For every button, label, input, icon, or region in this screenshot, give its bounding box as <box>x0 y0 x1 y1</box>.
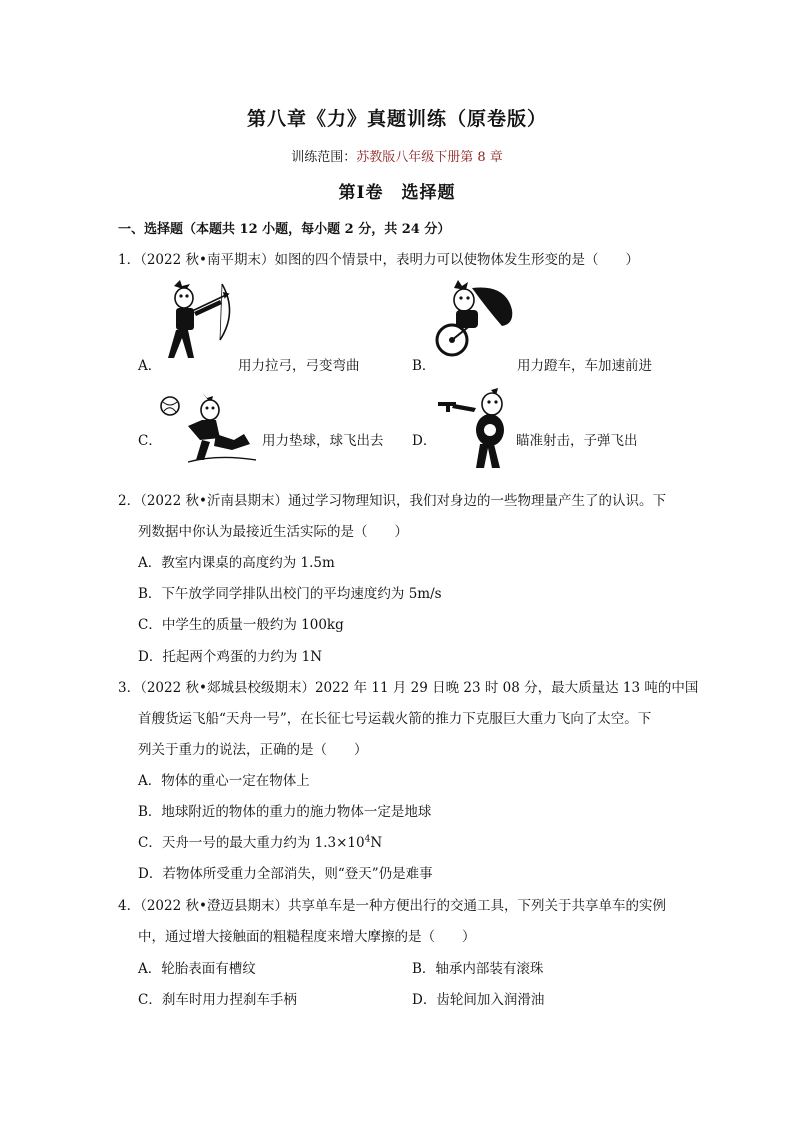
cyclist-icon <box>432 280 518 362</box>
range-label: 训练范围： <box>291 150 357 165</box>
option-letter: D． <box>412 992 437 1008</box>
option-text: 轮胎表面有槽纹 <box>161 961 256 977</box>
question-2-stem-line-2: 列数据中你认为最接近生活实际的是（ ） <box>138 524 408 540</box>
q2-option-c[interactable] <box>138 613 344 633</box>
option-text: 教室内课桌的高度约为 1.5m <box>161 555 335 571</box>
option-text: 地球附近的物体的重力的施力物体一定是地球 <box>161 804 432 820</box>
volume-heading: 第Ⅰ卷 选择题 <box>338 183 456 203</box>
question-3-stem-line-2: 首艘货运飞船“天舟一号”，在长征七号运载火箭的推力下克服巨大重力飞向了太空。下 <box>138 711 652 727</box>
q1-option-b-text: 用力蹬车，车加速前进 <box>517 358 652 374</box>
page-title: 第八章《力》真题训练（原卷版） <box>246 108 547 130</box>
option-letter: D． <box>412 433 437 449</box>
option-letter: C． <box>138 433 162 449</box>
option-text: 托起两个鸡蛋的力约为 1N <box>162 649 323 665</box>
q2-option-b[interactable] <box>138 582 442 602</box>
option-text: 天舟一号的最大重力约为 1.3×10 <box>161 835 365 851</box>
option-text: 若物体所受重力全部消失，则“登天”仍是难事 <box>162 866 433 882</box>
option-letter: A． <box>138 773 162 789</box>
option-text: 齿轮间加入润滑油 <box>436 992 545 1008</box>
option-letter: C． <box>138 617 162 633</box>
option-text: 下午放学同学排队出校门的平均速度约为 5m/s <box>161 586 442 602</box>
q3-option-a[interactable] <box>138 769 310 789</box>
q4-option-b[interactable] <box>412 957 543 977</box>
question-4-stem-line-2: 中，通过增大接触面的粗糙程度来增大摩擦的是（ ） <box>138 929 476 945</box>
option-letter: B． <box>138 804 162 820</box>
q2-option-d[interactable] <box>138 645 322 665</box>
unit: N <box>370 835 383 851</box>
q4-option-c[interactable] <box>138 988 297 1008</box>
range-value: 苏教版八年级下册第 8 章 <box>356 150 503 165</box>
section-heading: 一、选择题（本题共 12 小题，每小题 2 分，共 24 分） <box>118 222 451 237</box>
q1-option-b[interactable] <box>412 354 435 374</box>
q1-option-a-text: 用力拉弓，弓变弯曲 <box>238 358 360 374</box>
q4-option-a[interactable] <box>138 957 256 977</box>
question-2-stem-line-1: 2．（2022 秋•沂南县期末）通过学习物理知识，我们对身边的一些物理量产生了的认识。下 <box>118 493 666 509</box>
option-text: 中学生的质量一般约为 100kg <box>161 617 344 633</box>
question-3-stem-line-3: 列关于重力的说法，正确的是（ ） <box>138 742 368 758</box>
option-letter: B． <box>138 586 162 602</box>
option-text: 轴承内部装有滚珠 <box>435 961 544 977</box>
volleyball-icon <box>158 390 264 466</box>
q1-option-a[interactable] <box>138 354 161 374</box>
q3-option-c[interactable] <box>138 831 382 851</box>
option-letter: A． <box>138 555 162 571</box>
shooter-icon <box>436 382 516 470</box>
option-letter: B． <box>412 961 436 977</box>
q1-option-d-text: 瞄准射击，子弹飞出 <box>516 433 638 449</box>
option-text: 物体的重心一定在物体上 <box>161 773 310 789</box>
q1-option-c-text: 用力垫球，球飞出去 <box>262 433 384 449</box>
option-text: 刹车时用力捏刹车手柄 <box>161 992 297 1008</box>
archer-icon <box>160 280 240 362</box>
training-range <box>0 146 794 165</box>
option-letter: B． <box>412 358 436 374</box>
option-letter: C． <box>138 835 162 851</box>
question-3-stem-line-1: 3．（2022 秋•郯城县校级期末）2022 年 11 月 29 日晚 23 时 08 分，最大质量达 13 吨的中国 <box>118 680 699 696</box>
q1-option-c[interactable] <box>138 429 162 449</box>
option-letter: D． <box>138 649 163 665</box>
option-letter: D． <box>138 866 163 882</box>
q2-option-a[interactable] <box>138 551 335 571</box>
q4-option-d[interactable] <box>412 988 544 1008</box>
option-letter: A． <box>138 358 162 374</box>
q1-option-d[interactable] <box>412 429 436 449</box>
option-letter: C． <box>138 992 162 1008</box>
exponent: 4 <box>364 834 371 845</box>
question-4-stem-line-1: 4．（2022 秋•澄迈县期末）共享单车是一种方便出行的交通工具，下列关于共享单车的实例 <box>118 898 666 914</box>
option-letter: A． <box>138 961 162 977</box>
q3-option-d[interactable] <box>138 862 433 882</box>
question-1-stem: 1．（2022 秋•南平期末）如图的四个情景中，表明力可以使物体发生形变的是（ ） <box>118 252 639 268</box>
q3-option-b[interactable] <box>138 800 431 820</box>
